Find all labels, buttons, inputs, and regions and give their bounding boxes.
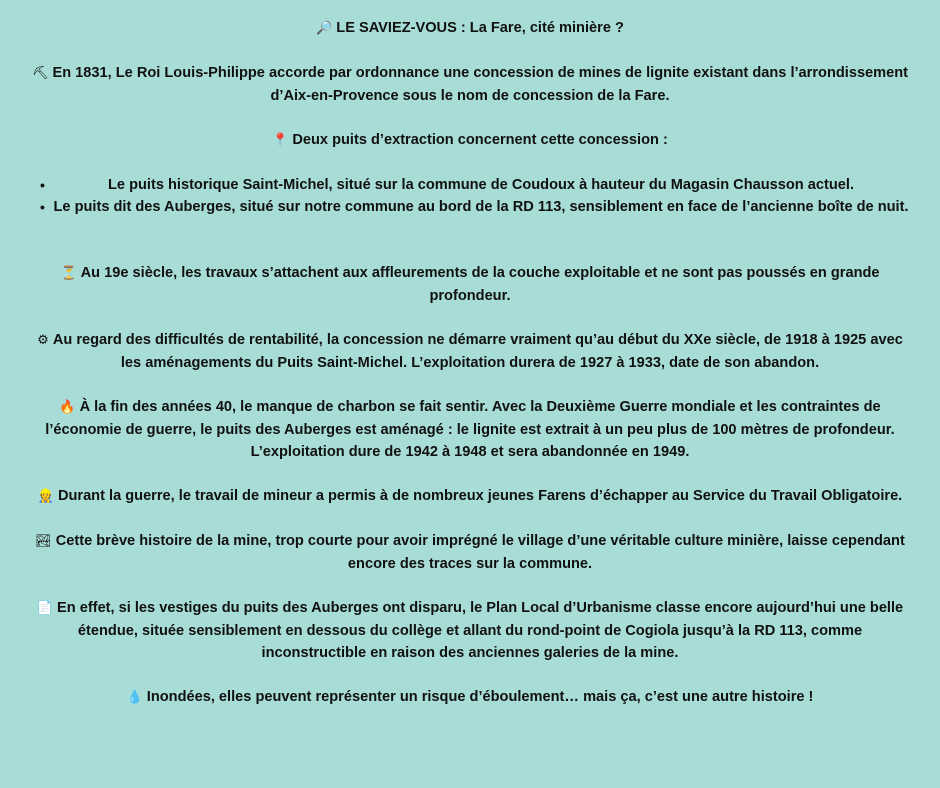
paragraph-text: En effet, si les vestiges du puits des Auberges ont disparu, le Plan Local d’Urbanisme classe encore aujourd’hui une belle étendue, située sensiblement en dessous du collège et allant du rond-point de Cogiola jusqu’à la RD 113, comme inconstructible en raison des anciennes galeries de la mine.	[57, 600, 904, 661]
paragraph-text: À la fin des années 40, le manque de charbon se fait sentir. Avec la Deuxième Guerre mondiale et les contraintes de l’économie de guerre, le puits des Auberges est aménagé : le lignite est extrait à un peu plus de 100 mètres de profondeur. L’exploitation dure de 1942 à 1948 et sera abandonnée en 1949.	[45, 399, 895, 460]
paragraph-text: Cette brève histoire de la mine, trop courte pour avoir imprégné le village d’une véritable culture minière, laisse cependant encore des traces sur la commune.	[55, 533, 905, 572]
title-text: LE SAVIEZ-VOUS : La Fare, cité minière ?	[336, 20, 624, 36]
bullet-icon: •	[40, 199, 45, 215]
bullet-icon: •	[40, 177, 45, 193]
paragraph-war-shortage	[28, 396, 912, 463]
paragraph-conclusion	[28, 686, 912, 709]
landscape-icon: 🏞	[35, 534, 52, 549]
droplet-icon: 💧	[126, 690, 143, 705]
list-item-text: Le puits dit des Auberges, situé sur notre commune au bord de la RD 113, sensiblement en face de l’ancienne boîte de nuit.	[53, 199, 909, 215]
paragraph-miners	[28, 485, 912, 508]
post-title	[28, 17, 912, 40]
worker-icon: 👷	[37, 489, 54, 504]
magnifier-icon: 🔎	[316, 21, 333, 36]
paragraph-text: Deux puits d’extraction concernent cette concession :	[292, 132, 668, 148]
paragraph-text: Durant la guerre, le travail de mineur a permis à de nombreux jeunes Farens d’échapper au Service du Travail Obligatoire.	[57, 488, 903, 504]
paragraph-text: Au regard des difficultés de rentabilité, la concession ne démarre vraiment qu’au début du XXe siècle, de 1918 à 1925 avec les aménagements du Puits Saint-Michel. L’exploitation durera de 1927 à 1933, date de son abandon.	[52, 332, 903, 371]
paragraph-text: Inondées, elles peuvent représenter un risque d’éboulement… mais ça, c’est une autre histoire !	[146, 689, 814, 705]
paragraph-urban-plan	[28, 597, 912, 664]
paragraph-profitability	[28, 329, 912, 374]
list-item-text: Le puits historique Saint-Michel, situé sur la commune de Coudoux à hauteur du Magasin Chausson actuel.	[107, 177, 854, 193]
fire-icon: 🔥	[59, 400, 76, 415]
pick-icon: ⛏	[31, 66, 49, 81]
wells-list	[28, 174, 912, 218]
paragraph-text: En 1831, Le Roi Louis-Philippe accorde par ordonnance une concession de mines de lignite existant dans l’arrondissement d’Aix-en-Provence sous le nom de concession de la Fare.	[52, 65, 909, 104]
paragraph-concession	[28, 62, 912, 107]
list-item	[28, 174, 912, 196]
hourglass-icon: ⏳	[60, 266, 77, 281]
list-item	[28, 196, 912, 218]
pin-icon: 📍	[272, 133, 289, 148]
paragraph-wells-intro	[28, 129, 912, 152]
gear-icon: ⚙	[37, 333, 49, 348]
paragraph-history	[28, 530, 912, 575]
paragraph-text: Au 19e siècle, les travaux s’attachent aux affleurements de la couche exploitable et ne sont pas poussés en grande profondeur.	[80, 265, 880, 304]
paragraph-19th-century	[28, 262, 912, 307]
document-icon: 📄	[36, 601, 54, 616]
